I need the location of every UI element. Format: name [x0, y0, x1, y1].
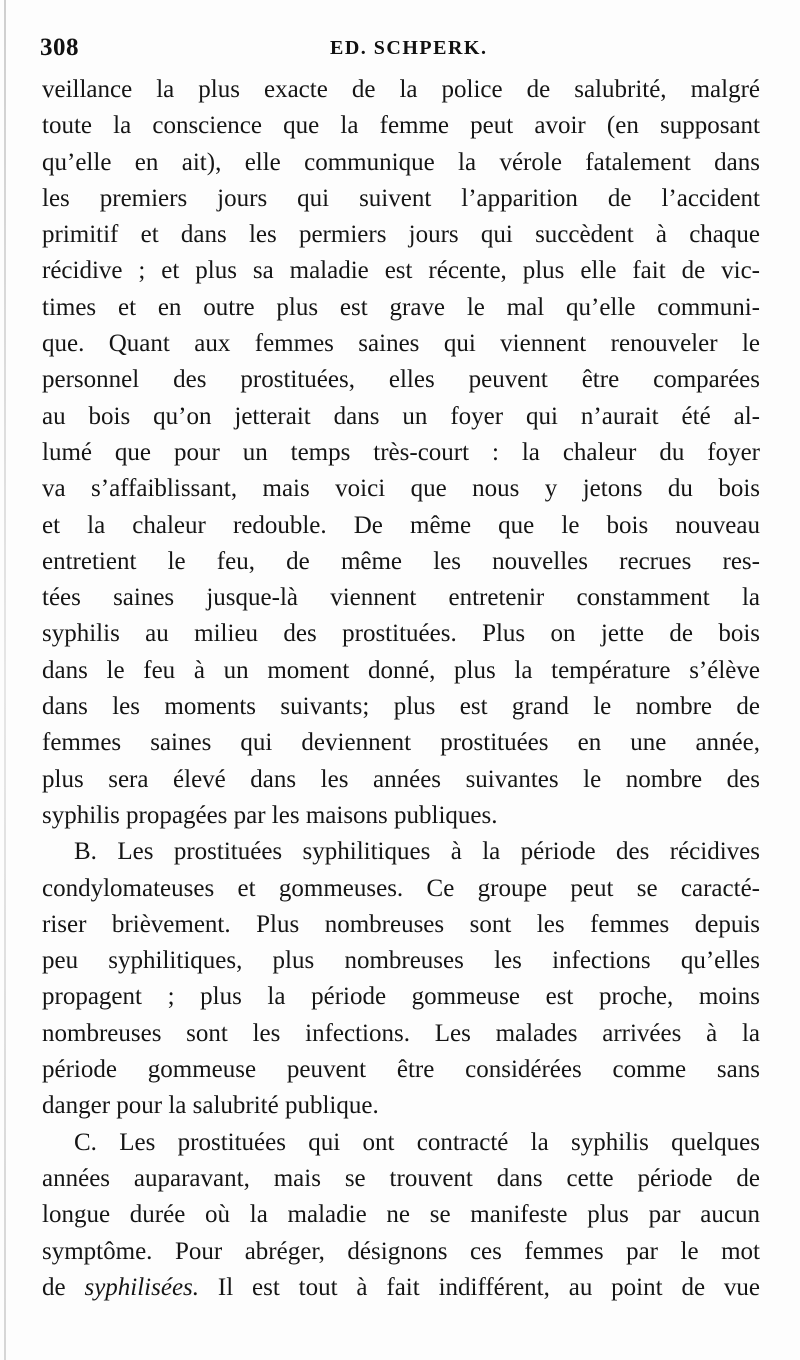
running-head [40, 34, 760, 64]
final-line-rest: Il est tout à fait indifférent, au point de vue [199, 1273, 760, 1301]
emphasized-term: syphilisées. [84, 1273, 200, 1301]
text-line: plus sera élevé dans les années suivantes le nombre des [42, 765, 760, 793]
running-head-author: ED. SCHPERK. [330, 37, 488, 59]
text-line: propagent ; plus la période gommeuse est proche, moins [42, 983, 760, 1011]
text-line: au bois qu’on jetterait dans un foyer qui n’aurait été al- [42, 402, 760, 430]
text-line: primitif et dans les permiers jours qui succèdent à chaque [42, 221, 760, 249]
text-line: et la chaleur redouble. De même que le bois nouveau [42, 511, 760, 539]
text-line: qu’elle en ait), elle communique la vérole fatalement dans [42, 148, 760, 176]
section-b-heading-line: B. Les prostituées syphilitiques à la période des récidives [74, 838, 760, 866]
text-line: condylomateuses et gommeuses. Ce groupe peut se caracté- [42, 874, 760, 902]
text-line: syphilis au milieu des prostituées. Plus on jette de bois [42, 620, 760, 648]
text-line: longue durée où la maladie ne se manifeste plus par aucun [42, 1201, 760, 1229]
text-line: times et en outre plus est grave le mal qu’elle communi- [42, 293, 760, 321]
text-line: années auparavant, mais se trouvent dans cette période de [42, 1164, 760, 1192]
text-line: nombreuses sont les infections. Les malades arrivées à la [42, 1019, 760, 1047]
text-line: toute la conscience que la femme peut avoir (en supposant [42, 112, 760, 140]
text-line: que. Quant aux femmes saines qui viennent renouveler le [42, 330, 760, 358]
body-text [42, 72, 760, 1306]
text-line: période gommeuse peuvent être considérées comme sans [42, 1056, 760, 1084]
paragraph-end-line: syphilis propagées par les maisons publiques. [42, 801, 498, 829]
text-line: lumé que pour un temps très-court : la chaleur du foyer [42, 438, 760, 466]
text-line: femmes saines qui deviennent prostituées en une année, [42, 729, 760, 757]
text-line: va s’affaiblissant, mais voici que nous y jetons du bois [42, 475, 760, 503]
page-edge [4, 0, 6, 1360]
text-line: riser brièvement. Plus nombreuses sont les femmes depuis [42, 910, 760, 938]
text-line: dans le feu à un moment donné, plus la température s’élève [42, 656, 760, 684]
text-line: personnel des prostituées, elles peuvent être comparées [42, 366, 760, 394]
final-text-line [42, 1270, 760, 1306]
page-number: 308 [40, 34, 79, 61]
text-line: tées saines jusque-là viennent entretenir constamment la [42, 584, 760, 612]
text-line: entretient le feu, de même les nouvelles recrues res- [42, 547, 760, 575]
text-line: peu syphilitiques, plus nombreuses les infections qu’elles [42, 947, 760, 975]
text-line: les premiers jours qui suivent l’apparition de l’accident [42, 184, 760, 212]
text-line: récidive ; et plus sa maladie est récente, plus elle fait de vic- [42, 257, 760, 285]
final-line-lead: de [42, 1273, 85, 1301]
text-line: veillance la plus exacte de la police de salubrité, malgré [42, 76, 760, 103]
text-line: dans les moments suivants; plus est grand le nombre de [42, 693, 760, 721]
section-c-heading-line: C. Les prostituées qui ont contracté la syphilis quelques [74, 1128, 760, 1156]
text-line: symptôme. Pour abréger, désignons ces femmes par le mot [42, 1237, 760, 1265]
paragraph-end-line: danger pour la salubrité publique. [42, 1092, 379, 1120]
